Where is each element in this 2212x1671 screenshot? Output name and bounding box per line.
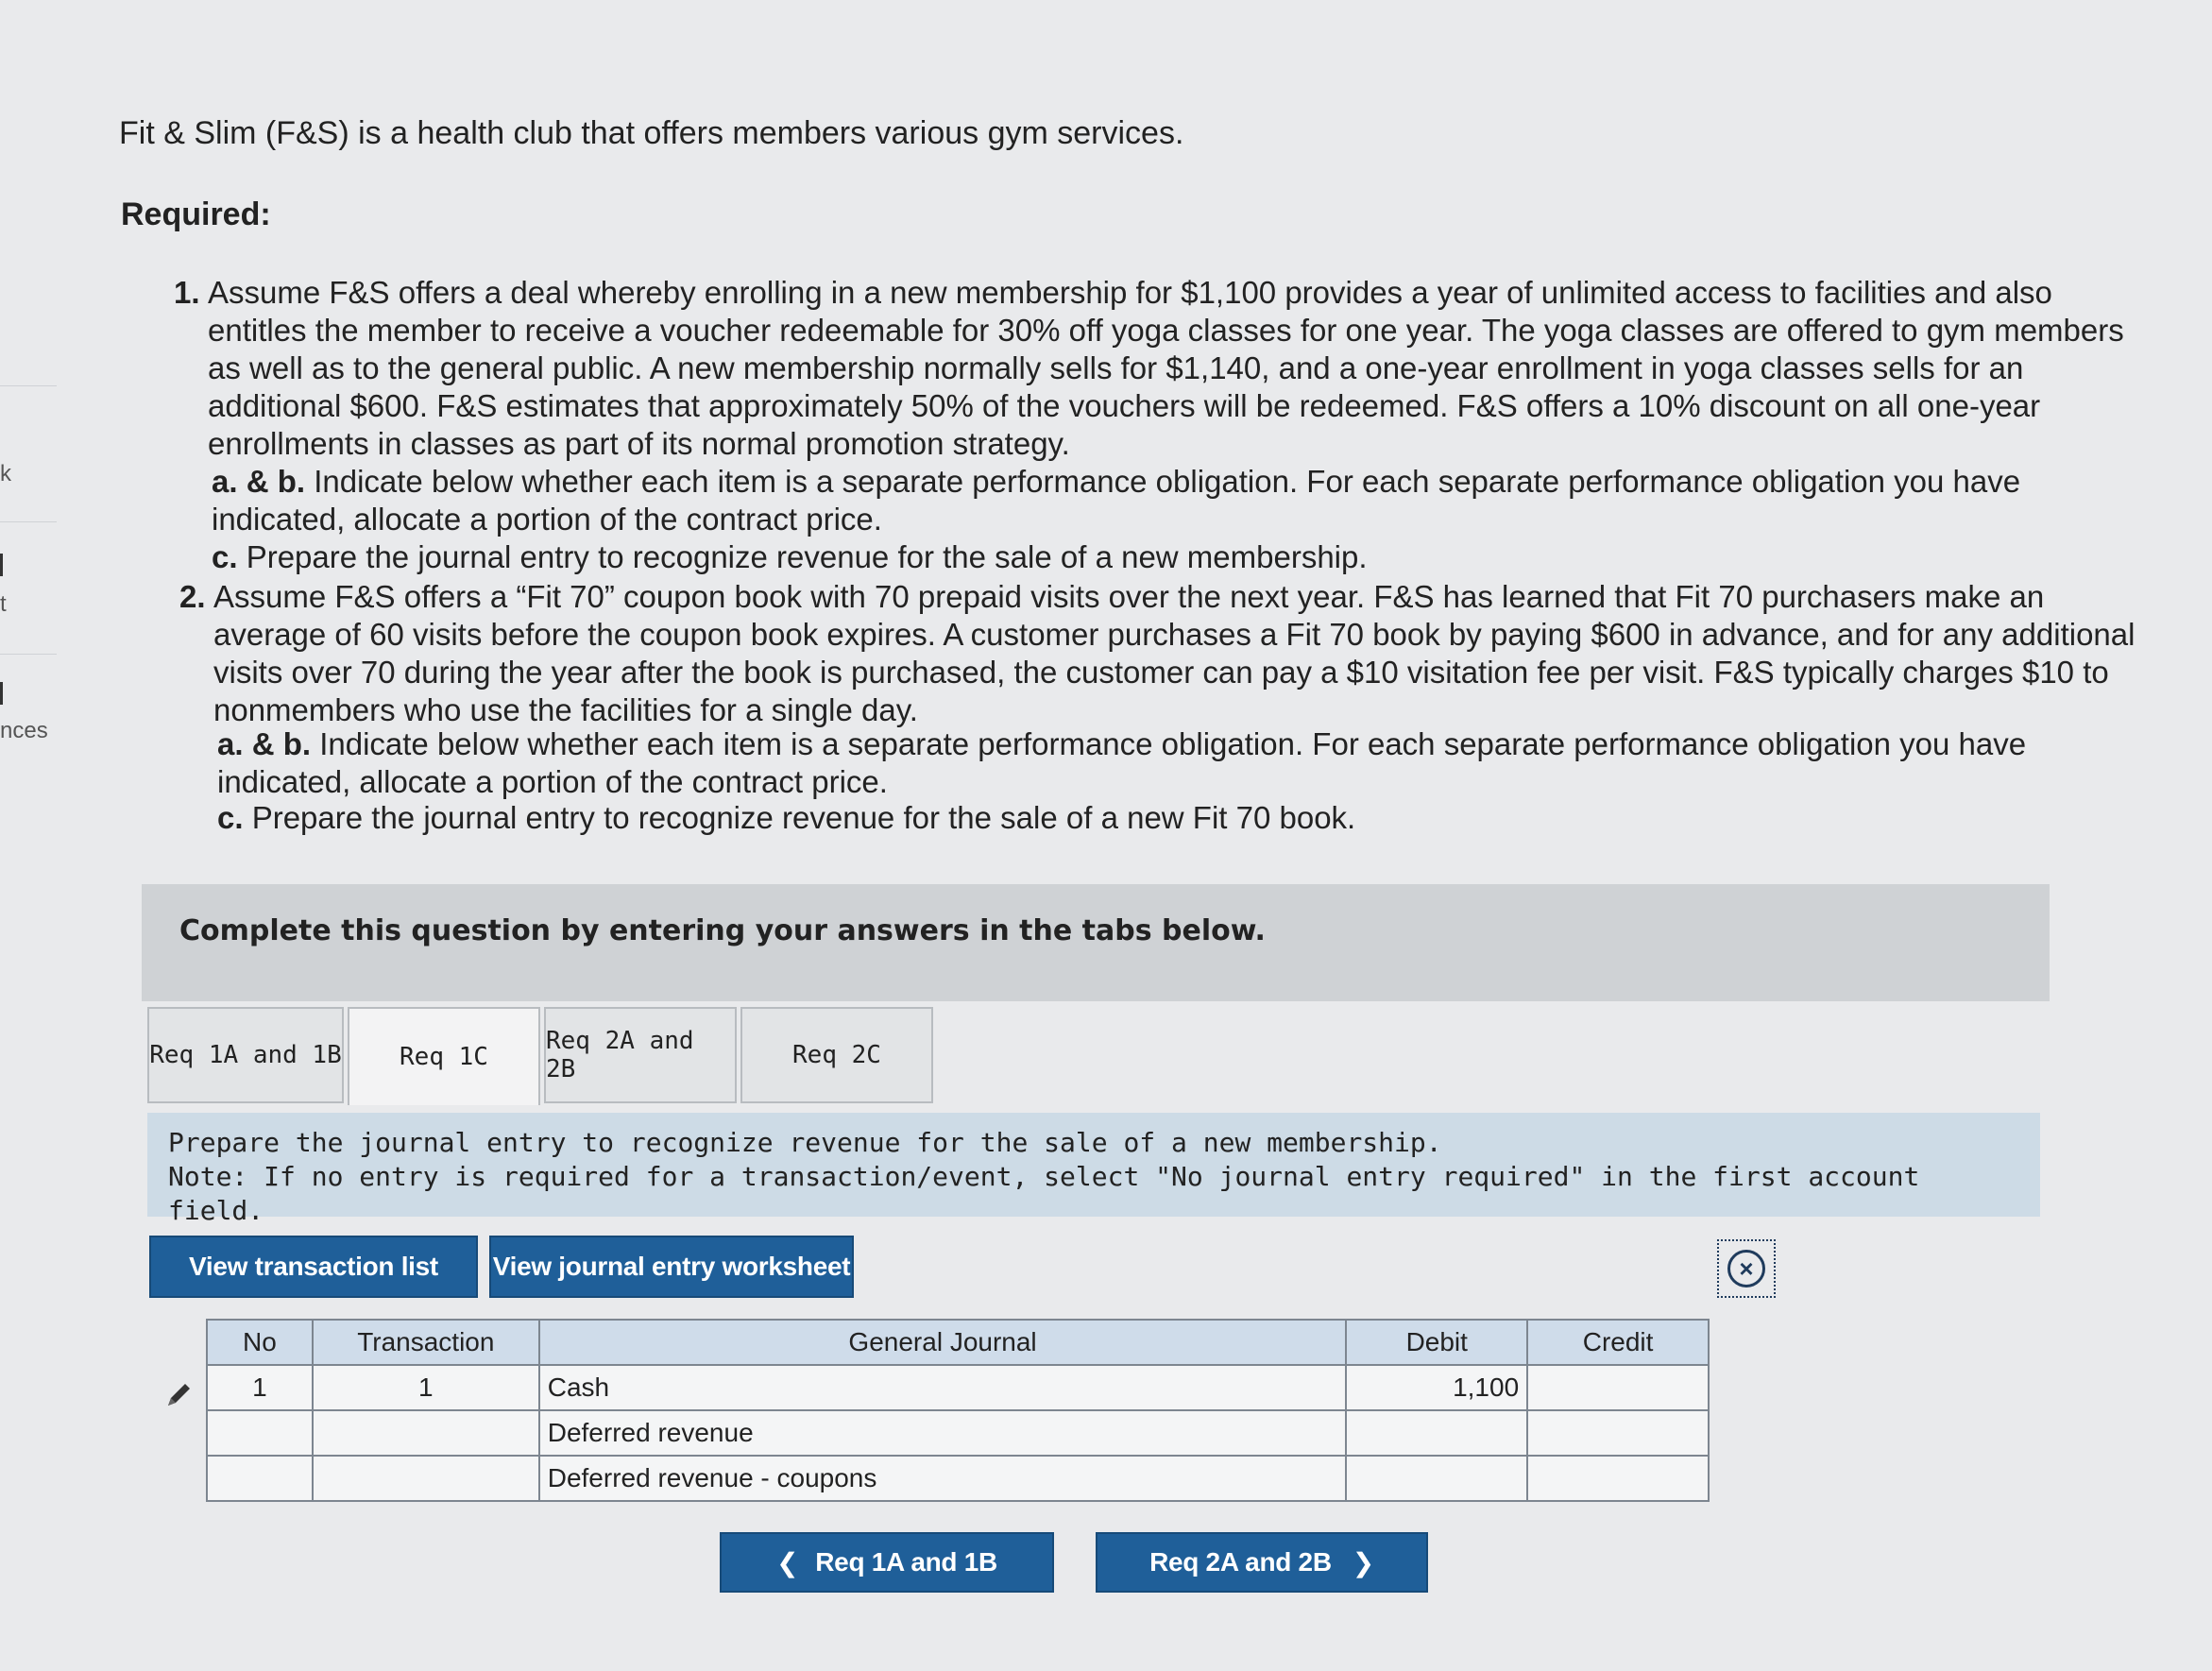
sidebar-marker xyxy=(0,682,3,705)
sidebar-divider xyxy=(0,654,57,655)
header-general-journal: General Journal xyxy=(539,1320,1347,1365)
question-1 xyxy=(174,274,2135,463)
row-no: 1 xyxy=(207,1365,313,1410)
sidebar-marker xyxy=(0,554,3,576)
header-credit: Credit xyxy=(1527,1320,1709,1365)
table-row xyxy=(207,1410,1709,1456)
table-header-row xyxy=(207,1320,1709,1365)
close-icon[interactable] xyxy=(1717,1239,1776,1298)
prev-req-label: Req 1A and 1B xyxy=(815,1547,997,1577)
header-transaction: Transaction xyxy=(313,1320,539,1365)
header-no: No xyxy=(207,1320,313,1365)
journal-entry-table xyxy=(206,1319,1710,1502)
sub-text: Prepare the journal entry to recognize revenue for the sale of a new membership. xyxy=(246,539,1368,574)
sidebar-divider xyxy=(0,385,57,386)
required-heading: Required: xyxy=(121,196,271,232)
question-text: Assume F&S offers a deal whereby enrolling in a new membership for $1,100 provides a year of unlimited access to facilities and also entitles the member to receive a voucher redeemable for 30% off yoga classes for one year. The yoga classes are offered to gym members as well as to the general public. A new membership normally sells for $1,140, and a one-year enrollment in yoga classes sells for an additional $600. F&S estimates that approximately 50% of the vouchers will be redeemed. F&S offers a 10% discount on all one-year enrollments in classes as part of its normal promotion strategy. xyxy=(208,275,2124,461)
question-1-ab xyxy=(212,463,2101,538)
debit-field[interactable]: 1,100 xyxy=(1346,1365,1527,1410)
instruction-box xyxy=(147,1113,2040,1226)
credit-field[interactable] xyxy=(1527,1410,1709,1456)
chevron-right-icon: ❯ xyxy=(1352,1547,1374,1577)
question-text: Assume F&S offers a “Fit 70” coupon book with 70 prepaid visits over the next year. F&S has learned that Fit 70 purchasers make an average of 60 visits before the coupon book expires. A customer purchases a Fit 70 book by paying $600 in advance, and for any additional visits over 70 during the year after the book is purchased, the customer can pay a $10 visitation fee per visit. F&S typically charges $10 to nonmembers who use the facilities for a single day. xyxy=(213,579,2135,727)
row-transaction xyxy=(313,1456,539,1501)
row-transaction: 1 xyxy=(313,1365,539,1410)
question-1-c xyxy=(212,538,2101,576)
close-circle-icon: × xyxy=(1727,1250,1765,1287)
row-transaction xyxy=(313,1410,539,1456)
credit-field[interactable] xyxy=(1527,1456,1709,1501)
account-field[interactable]: Deferred revenue - coupons xyxy=(539,1456,1347,1501)
next-req-button[interactable] xyxy=(1096,1532,1428,1593)
question-number: 1. xyxy=(174,275,200,310)
prev-req-button[interactable] xyxy=(720,1532,1054,1593)
table-row xyxy=(207,1456,1709,1501)
header-debit: Debit xyxy=(1346,1320,1527,1365)
sub-text: Indicate below whether each item is a separate performance obligation. For each separate performance obligation you have indicated, allocate a portion of the contract price. xyxy=(212,464,2021,537)
question-2-ab xyxy=(217,725,2106,801)
sub-label: c. xyxy=(212,539,238,574)
sidebar-divider xyxy=(0,521,57,522)
row-no xyxy=(207,1456,313,1501)
sidebar-label-fragment: t xyxy=(0,591,7,617)
complete-banner: Complete this question by entering your answers in the tabs below. xyxy=(142,884,2050,1001)
table-row xyxy=(207,1365,1709,1410)
tab-req-1a-1b[interactable]: Req 1A and 1B xyxy=(147,1007,344,1103)
sidebar-label-fragment: k xyxy=(0,461,11,486)
sub-text: Prepare the journal entry to recognize revenue for the sale of a new Fit 70 book. xyxy=(251,800,1356,835)
question-2-c xyxy=(217,799,2106,837)
sub-label: a. & b. xyxy=(217,726,312,761)
debit-field[interactable] xyxy=(1346,1456,1527,1501)
view-transaction-list-button[interactable]: View transaction list xyxy=(149,1236,478,1298)
sub-text: Indicate below whether each item is a separate performance obligation. For each separate performance obligation you have indicated, allocate a portion of the contract price. xyxy=(217,726,2027,799)
account-field[interactable]: Cash xyxy=(539,1365,1347,1410)
next-req-label: Req 2A and 2B xyxy=(1149,1547,1332,1577)
row-no xyxy=(207,1410,313,1456)
question-number: 2. xyxy=(179,579,206,614)
sub-label: a. & b. xyxy=(212,464,306,499)
instruction-text: Prepare the journal entry to recognize revenue for the sale of a new membership. xyxy=(168,1127,1442,1158)
intro-text: Fit & Slim (F&S) is a health club that offers members various gym services. xyxy=(119,115,1184,151)
question-2 xyxy=(179,578,2140,729)
sub-label: c. xyxy=(217,800,244,835)
instruction-note: Note: If no entry is required for a transaction/event, select "No journal entry required" in the first account field. xyxy=(168,1161,1920,1226)
pencil-icon[interactable] xyxy=(164,1379,195,1409)
credit-field[interactable] xyxy=(1527,1365,1709,1410)
sidebar-label-fragment: nces xyxy=(0,718,48,743)
tab-req-1c[interactable]: Req 1C xyxy=(348,1007,540,1105)
view-journal-entry-worksheet-button[interactable]: View journal entry worksheet xyxy=(489,1236,854,1298)
account-field[interactable]: Deferred revenue xyxy=(539,1410,1347,1456)
tab-req-2c[interactable]: Req 2C xyxy=(740,1007,933,1103)
tab-req-2a-2b[interactable]: Req 2A and 2B xyxy=(544,1007,737,1103)
debit-field[interactable] xyxy=(1346,1410,1527,1456)
chevron-left-icon: ❮ xyxy=(776,1547,799,1577)
